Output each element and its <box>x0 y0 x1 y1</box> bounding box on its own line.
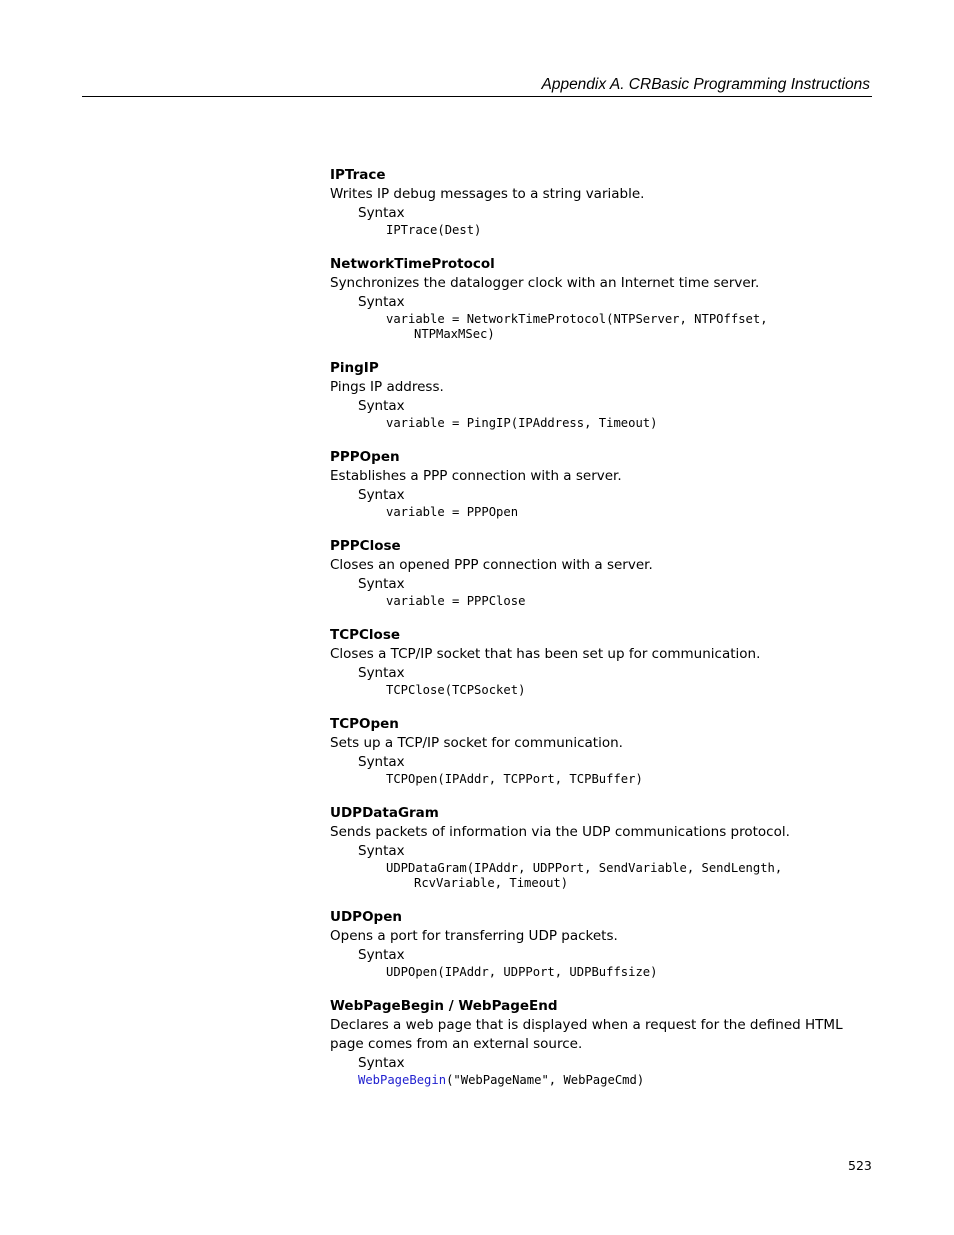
syntax-label: Syntax <box>358 398 405 414</box>
syntax-label: Syntax <box>358 947 405 963</box>
entry-pppclose <box>330 537 860 609</box>
header-title: Appendix A. CRBasic Programming Instructions <box>541 76 870 93</box>
syntax-code: UDPDataGram(IPAddr, UDPPort, SendVariable, SendLength, <box>386 861 783 875</box>
entry-iptrace <box>330 166 860 238</box>
entry-title: IPTrace <box>330 167 386 183</box>
syntax-code: variable = PPPClose <box>386 594 526 608</box>
syntax-code: variable = PPPOpen <box>386 505 519 519</box>
syntax-label: Syntax <box>358 205 405 221</box>
entry-description: Synchronizes the datalogger clock with an Internet time server. <box>330 275 760 291</box>
entry-udpopen <box>330 908 860 980</box>
entry-tcpopen <box>330 715 860 787</box>
entry-pingip <box>330 359 860 431</box>
syntax-code: TCPOpen(IPAddr, TCPPort, TCPBuffer) <box>386 772 643 786</box>
entry-description: Opens a port for transferring UDP packets. <box>330 928 618 944</box>
entry-title: PPPOpen <box>330 449 400 465</box>
entry-webpagebegin <box>330 997 860 1088</box>
syntax-label: Syntax <box>358 665 405 681</box>
entry-description: Establishes a PPP connection with a server. <box>330 468 622 484</box>
syntax-code: UDPOpen(IPAddr, UDPPort, UDPBuffsize) <box>386 965 658 979</box>
entry-udpdatagram <box>330 804 860 891</box>
code-arguments: ("WebPageName", WebPageCmd) <box>446 1073 645 1087</box>
entry-tcpclose <box>330 626 860 698</box>
syntax-label: Syntax <box>358 754 405 770</box>
entry-description: Sends packets of information via the UDP communications protocol. <box>330 824 790 840</box>
entry-title: NetworkTimeProtocol <box>330 256 495 272</box>
syntax-code-continuation: RcvVariable, Timeout) <box>414 876 569 890</box>
entry-title: TCPOpen <box>330 716 399 732</box>
syntax-label: Syntax <box>358 294 405 310</box>
page-content <box>330 166 860 1105</box>
entry-description: Pings IP address. <box>330 379 444 395</box>
syntax-code: variable = NetworkTimeProtocol(NTPServer, NTPOffset, <box>386 312 768 326</box>
entry-title: UDPDataGram <box>330 805 439 821</box>
entry-description: Closes an opened PPP connection with a server. <box>330 557 653 573</box>
entry-title: WebPageBegin / WebPageEnd <box>330 998 558 1014</box>
syntax-label: Syntax <box>358 487 405 503</box>
syntax-label: Syntax <box>358 1055 405 1071</box>
entry-description: Writes IP debug messages to a string variable. <box>330 186 645 202</box>
page-number: 523 <box>848 1158 872 1173</box>
syntax-code: TCPClose(TCPSocket) <box>386 683 526 697</box>
entry-title: UDPOpen <box>330 909 402 925</box>
syntax-code <box>358 1073 860 1088</box>
syntax-code-continuation: NTPMaxMSec) <box>414 327 495 341</box>
entry-title: TCPClose <box>330 627 401 643</box>
syntax-code: variable = PingIP(IPAddress, Timeout) <box>386 416 658 430</box>
entry-description: Closes a TCP/IP socket that has been set up for communication. <box>330 646 761 662</box>
entry-networktimeprotocol <box>330 255 860 342</box>
entry-description: Sets up a TCP/IP socket for communication. <box>330 735 623 751</box>
syntax-label: Syntax <box>358 576 405 592</box>
syntax-label: Syntax <box>358 843 405 859</box>
entry-pppopen <box>330 448 860 520</box>
entry-description: Declares a web page that is displayed when a request for the defined HTML page comes from an external source. <box>330 1017 843 1052</box>
running-header <box>82 76 872 97</box>
code-keyword: WebPageBegin <box>358 1073 447 1087</box>
entry-title: PingIP <box>330 360 379 376</box>
syntax-code: IPTrace(Dest) <box>386 223 482 237</box>
entry-title: PPPClose <box>330 538 401 554</box>
